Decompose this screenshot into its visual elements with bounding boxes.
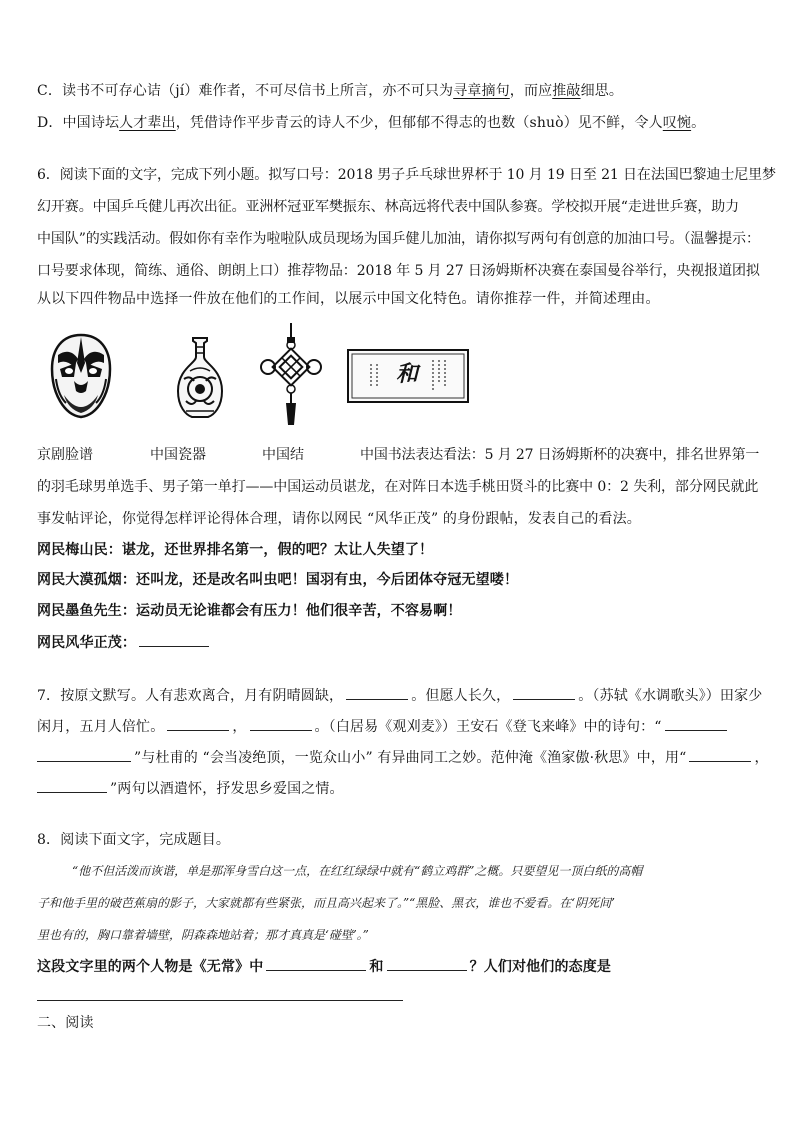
answer-blank[interactable]: [139, 632, 209, 647]
answer-blank[interactable]: [387, 956, 467, 971]
option-d-text-end: 。: [691, 115, 706, 131]
comment-4-label: 网民风华正茂：: [37, 635, 137, 651]
q6-line-4: 口号要求体现，简练、通俗、朗朗上口）推荐物品：2018 年 5 月 27 日汤姆斯杯决赛在泰国曼谷举行，央视报道团拟: [37, 263, 760, 279]
q5-option-d: [37, 113, 758, 133]
q7-text: 。（白居易《观刈麦》）王安石《登飞来峰》中的诗句：“: [314, 719, 662, 735]
q8-question: [37, 956, 758, 977]
q6-line-1: 6．阅读下面的文字，完成下列小题。拟写口号：2018 男子乒乓球世界杯于 10 月 19 日至 21 日在法国巴黎迪士尼里梦: [37, 167, 776, 183]
opera-mask-image: [50, 333, 112, 419]
q6-line-8: 事发帖评论，你觉得怎样评论得体合理，请你以网民 “风华正茂” 的身份跟帖，发表自己的看法。: [37, 511, 641, 527]
option-c-text-mid: ，而应: [509, 83, 553, 99]
q7-text: 。（苏轼《水调歌头》）田家少: [578, 688, 763, 704]
answer-blank[interactable]: [513, 685, 575, 700]
porcelain-vase-image: [174, 335, 226, 421]
q7-line-2: [37, 716, 758, 737]
q8-text: ？人们对他们的态度是: [469, 959, 612, 975]
q8-title: 8．阅读下面文字，完成题目。: [37, 832, 231, 848]
q8-passage-line-3: 里也有的，胸口靠着墙壁，阴森森地站着；那才真真是‘碰壁’。”: [37, 928, 369, 942]
caption-porcelain: 中国瓷器: [150, 447, 206, 463]
underlined-word: 寻章摘句: [453, 83, 510, 99]
underlined-word: 叹惋: [662, 115, 692, 131]
q7-text: 闲月，五月人倍忙。: [37, 719, 165, 735]
q6-line-7: 的羽毛球男单选手、男子第一单打——中国运动员谌龙，在对阵日本选手桃田贤斗的比赛中 0：2 失利，部分网民就此: [37, 479, 759, 495]
q6-line-5: 从以下四件物品中选择一件放在他们的工作间，以展示中国文化特色。请你推荐一件，并简述理由。: [37, 291, 660, 307]
q5-option-c: [37, 81, 758, 101]
answer-line[interactable]: [37, 1000, 403, 1001]
option-d-text: D．中国诗坛: [37, 115, 120, 131]
netizen-comment-1: 网民梅山民：谌龙，还世界排名第一，假的吧？太让人失望了！: [37, 542, 434, 558]
q7-text: 。但愿人长久，: [411, 688, 511, 704]
q7-line-3: [37, 747, 769, 768]
q6-line-2: 幻开赛。中国乒乓健儿再次出征。亚洲杯冠亚军樊振东、林高远将代表中国队参赛。学校拟开展“走进世乒赛，助力: [37, 199, 740, 215]
netizen-comment-4: [37, 632, 758, 653]
q7-text: ”两句以酒遣怀，抒发思乡爱国之情。: [110, 781, 344, 797]
netizen-comment-2: 网民大漠孤烟：还叫龙，还是改名叫虫吧！国羽有虫，今后团体夺冠无望喽！: [37, 572, 519, 588]
calligraphy-scroll-image: [347, 348, 469, 404]
q6-line-6: 中国书法表达看法：5 月 27 日汤姆斯杯的决赛中，排名世界第一: [360, 447, 760, 463]
option-d-text-mid: ，凭借诗作平步青云的诗人不少，但郁郁不得志的也数（shuò）见不鲜，令人: [175, 115, 663, 131]
q8-passage-line-1: “他不但活泼而诙谐，单是那浑身雪白这一点，在红红绿绿中就有“鹤立鸡群”之概。只要望见一顶白纸的高帽: [72, 864, 643, 878]
option-c-text: C．读书不可存心诘（jí）难作者，不可尽信书上所言，亦不可只为: [37, 83, 454, 99]
underlined-word: 人才辈出: [119, 115, 176, 131]
q8-passage-line-2: 子和他手里的破芭蕉扇的影子，大家就都有些紧张，而且高兴起来了。”“黑脸、黑衣，谁也不爱看。在‘阴死间’: [37, 896, 615, 910]
q7-text: ”与杜甫的 “会当凌绝顶，一览众山小” 有异曲同工之妙。范仲淹《渔家傲·秋思》中，用“: [134, 750, 687, 766]
answer-blank[interactable]: [167, 716, 229, 731]
q7-line-1: [37, 685, 763, 706]
q8-text: 这段文字里的两个人物是《无常》中: [37, 959, 264, 975]
netizen-comment-3: 网民墨鱼先生：运动员无论谁都会有压力！他们很辛苦，不容易啊！: [37, 603, 462, 619]
answer-blank[interactable]: [37, 747, 131, 762]
chinese-knot-image: [258, 323, 324, 427]
option-c-text-end: 细思。: [580, 83, 624, 99]
answer-blank[interactable]: [689, 747, 751, 762]
caption-chinese-knot: 中国结: [262, 447, 304, 463]
answer-blank[interactable]: [266, 956, 366, 971]
underlined-word: 推敲: [552, 83, 581, 99]
answer-blank[interactable]: [250, 716, 312, 731]
answer-blank[interactable]: [346, 685, 408, 700]
q6-line-3: 中国队”的实践活动。假如你有幸作为啦啦队成员现场为国乒健儿加油，请你拟写两句有创意的加油口号。（温馨提示：: [37, 231, 760, 247]
caption-opera-mask: 京剧脸谱: [37, 447, 93, 463]
q7-line-4: [37, 778, 758, 799]
q7-text: ，: [232, 719, 247, 735]
q7-text: 7．按原文默写。人有悲欢离合，月有阴晴圆缺，: [37, 688, 344, 704]
q8-text: 和: [369, 959, 384, 975]
scroll-character: 和: [396, 361, 419, 387]
answer-blank[interactable]: [37, 778, 107, 793]
answer-blank[interactable]: [665, 716, 727, 731]
q7-text: ，: [754, 750, 769, 766]
section-heading: 二、阅读: [37, 1015, 94, 1031]
